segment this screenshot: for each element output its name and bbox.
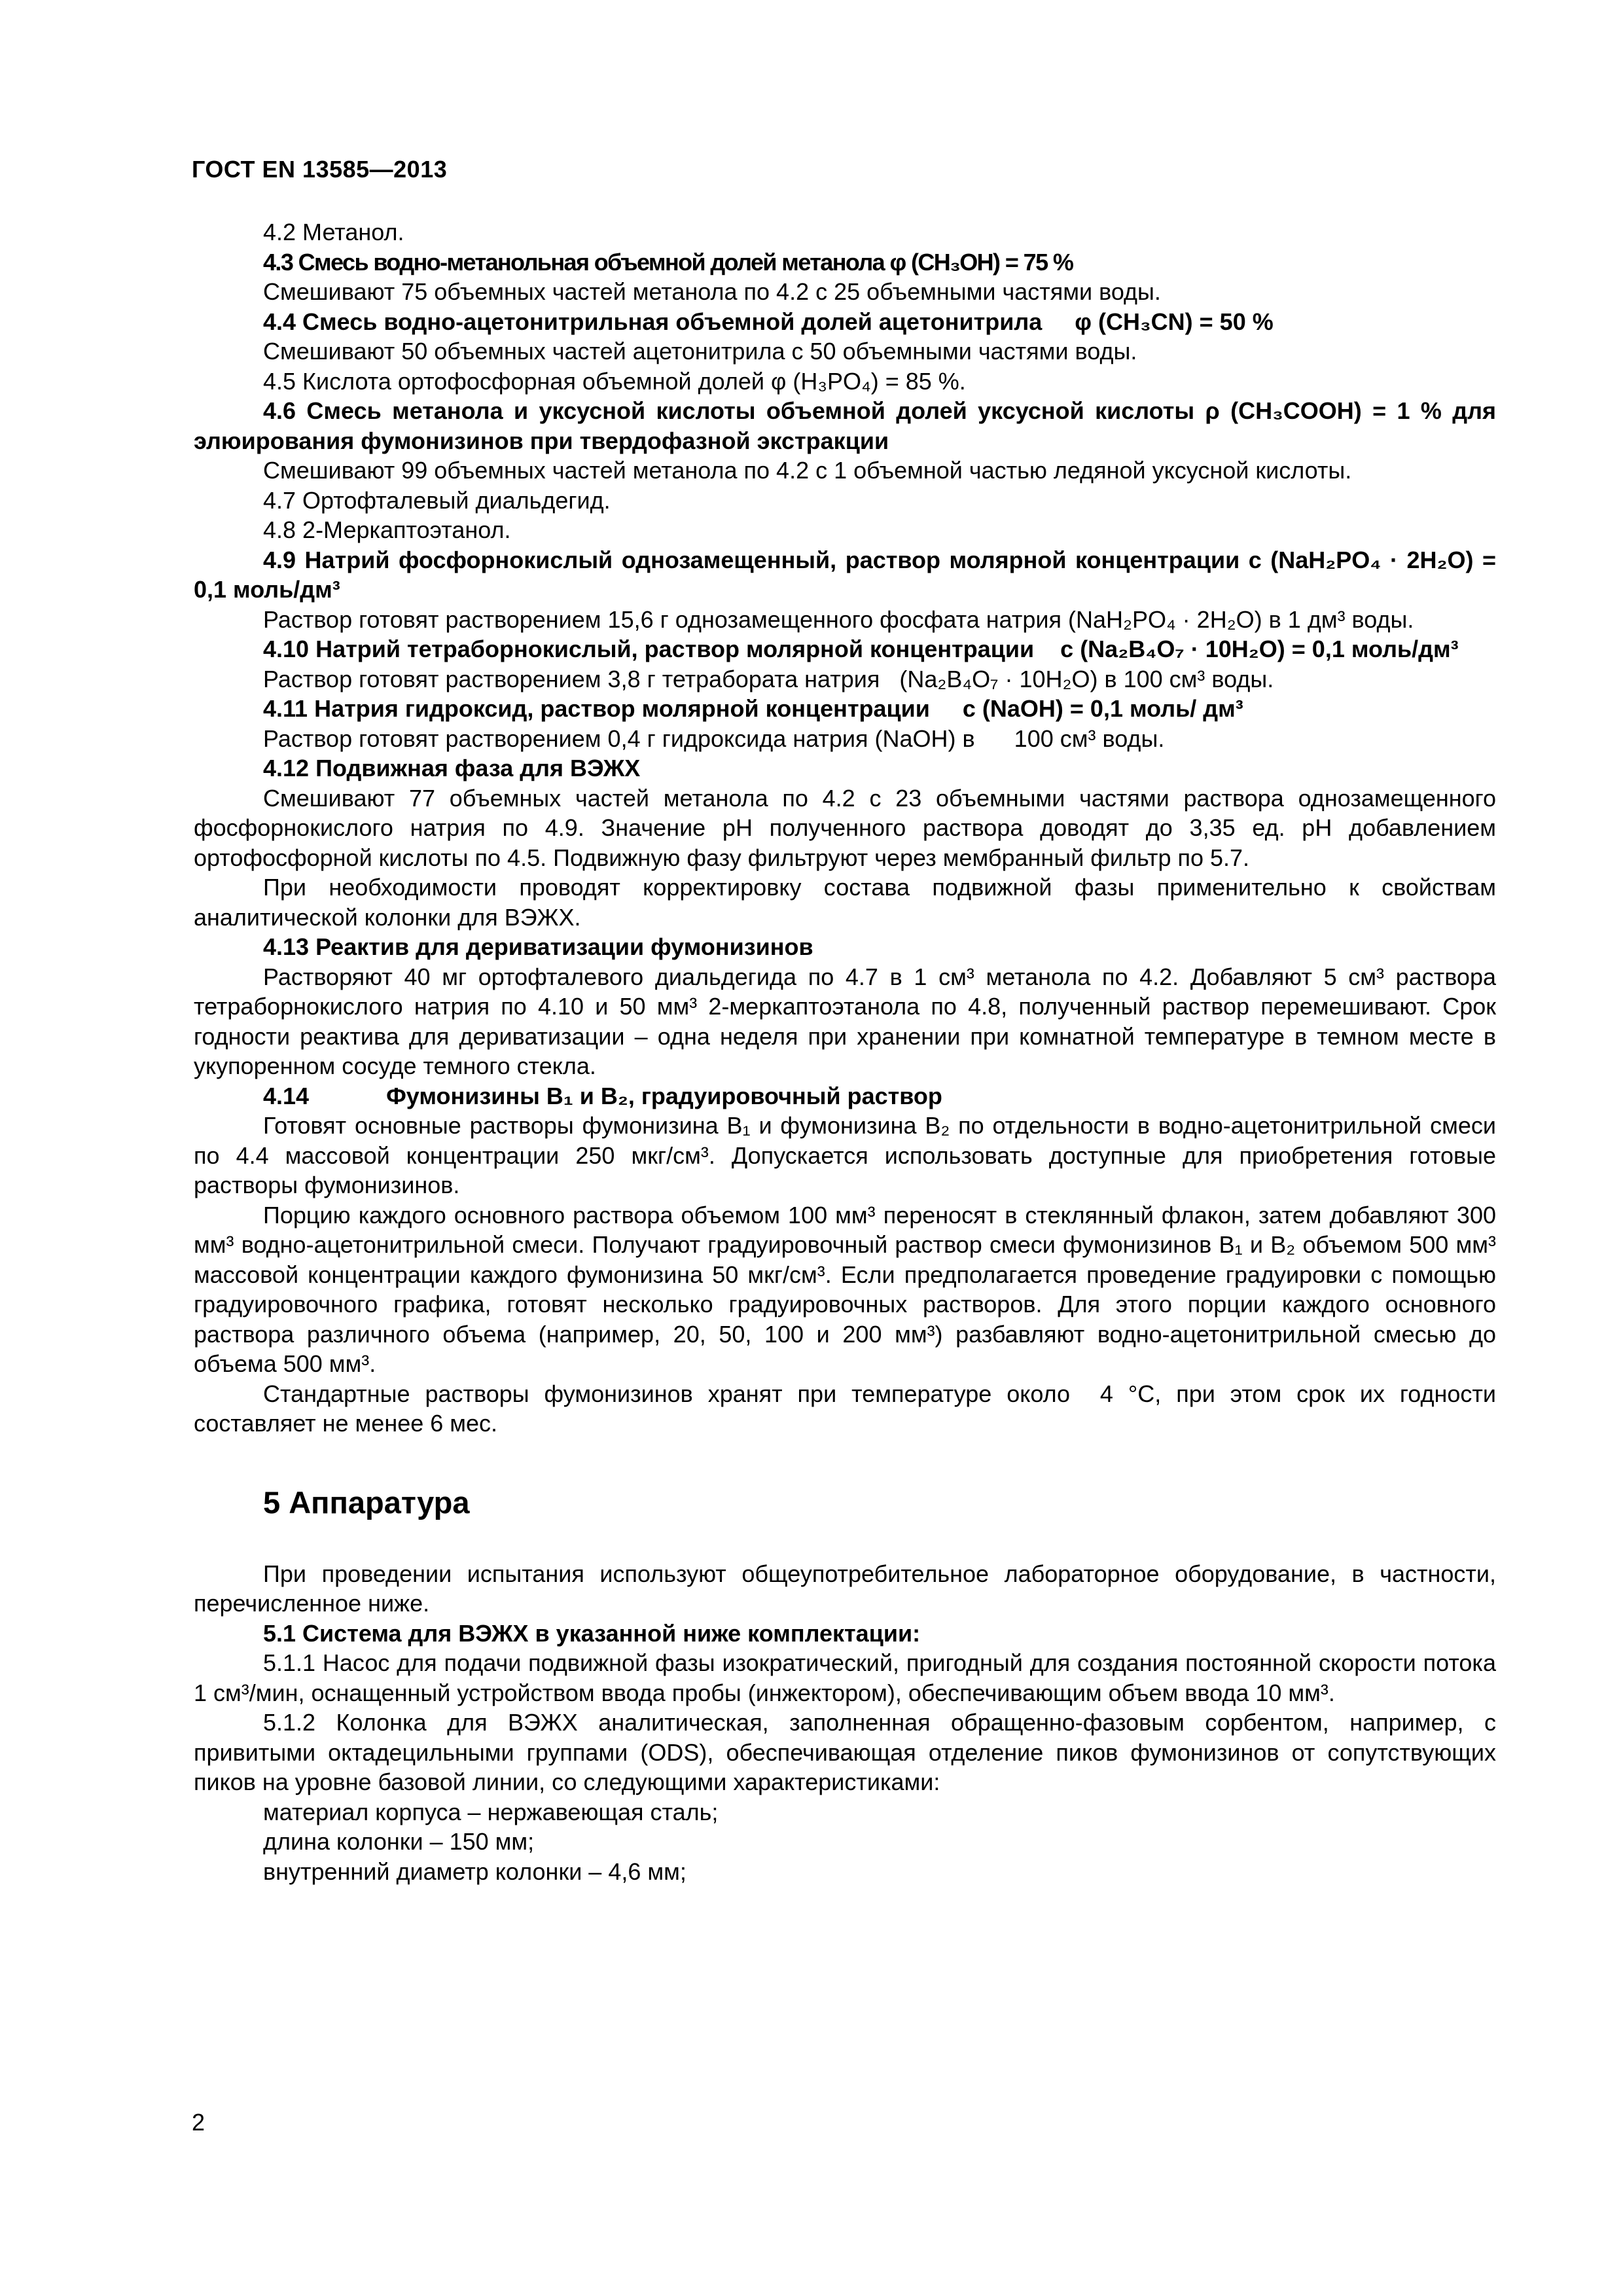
item-4-13-text: Растворяют 40 мг ортофталевого диальдегида по 4.7 в 1 см³ метанола по 4.2. Добавляют 5 см³ раствора тетраборнокислого натрия по 4.10 и 50 мм³ 2-меркаптоэтанола по 4.8, полученный раствор перемешивают. Срок годности реактива для дериватизации – одна неделя при хранении при комнатной температуре в темном месте в укупоренном сосуде темного стекла. bbox=[194, 963, 1496, 1079]
item-4-8: 4.8 2-Меркаптоэтанол. bbox=[263, 516, 511, 543]
item-4-4-title: 4.4 Смесь водно-ацетонитрильная объемной долей ацетонитрила φ (CH₃CN) = 50 % bbox=[263, 308, 1274, 335]
item-4-14-text-2: Порцию каждого основного раствора объемом 100 мм³ переносят в стеклянный флакон, затем добавляют 300 мм³ водно-ацетонитрильной смеси. Получают градуировочный раствор смеси фумонизинов B₁ и B₂ объемом 500 мм³ массовой концентрации каждого фумонизина 50 мкг/см³. Если предполагается проведение градуировки с помощью градуировочного графика, готовят несколько градуировочных растворов. Для этого порции каждого основного раствора различного объема (например, 20, 50, 100 и 200 мм³) разбавляют водно-ацетонитрильной смесью до объема 500 мм³. bbox=[194, 1201, 1496, 1377]
item-4-11-text: Раствор готовят растворением 0,4 г гидроксида натрия (NaOH) в 100 см³ воды. bbox=[263, 725, 1165, 752]
item-4-5: 4.5 Кислота ортофосфорная объемной долей φ (H₃PO₄) = 85 %. bbox=[263, 367, 966, 395]
item-4-14-text-3: Стандартные растворы фумонизинов хранят при температуре около 4 °C, при этом срок их годности составляет не менее 6 мес. bbox=[194, 1380, 1503, 1437]
item-4-14-text-1: Готовят основные растворы фумонизина B₁ и фумонизина B₂ по отдельности в водно-ацетонитрильной смеси по 4.4 массовой концентрации 250 мкг/см³. Допускается использовать доступные для приобретения готовые растворы фумонизинов. bbox=[194, 1112, 1496, 1198]
item-4-12-title: 4.12 Подвижная фаза для ВЭЖХ bbox=[263, 755, 641, 781]
item-4-3-title: 4.3 Смесь водно-метанольная объемной долей метанола φ (CH₃OH) = 75 % bbox=[263, 248, 1073, 276]
item-4-4-text: Смешивают 50 объемных частей ацетонитрила с 50 объемными частями воды. bbox=[263, 338, 1137, 365]
item-4-6-title: 4.6 Смесь метанола и уксусной кислоты объемной долей уксусной кислоты ρ (CH₃COOH) = 1 % для элюирования фумонизинов при твердофазной экстракции bbox=[194, 397, 1496, 454]
page-number: 2 bbox=[192, 2109, 205, 2136]
item-4-14-title: Фумонизины B₁ и B₂, градуировочный раствор bbox=[386, 1082, 942, 1109]
column-spec-diameter: внутренний диаметр колонки – 4,6 мм; bbox=[263, 1857, 687, 1885]
item-4-12-text-1: Смешивают 77 объемных частей метанола по 4.2 с 23 объемными частями раствора однозамещенного фосфорнокислого натрия по 4.9. Значение pH полученного раствора доводят до 3,35 ед. pH добавлением ортофосфорной кислоты по 4.5. Подвижную фазу фильтруют через мембранный фильтр по 5.7. bbox=[194, 784, 1496, 871]
item-5-1-1: 5.1.1 Насос для подачи подвижной фазы изократический, пригодный для создания постоянной скорости потока 1 см³/мин, оснащенный устройством ввода пробы (инжектором), обеспечивающим объем ввода 10 мм³. bbox=[194, 1649, 1496, 1706]
item-4-14-heading bbox=[194, 1081, 1496, 1111]
section-5-intro: При проведении испытания используют общеупотребительное лабораторное оборудование, в частности, перечисленное ниже. bbox=[194, 1560, 1496, 1617]
item-4-3-text: Смешивают 75 объемных частей метанола по 4.2 с 25 объемными частями воды. bbox=[263, 278, 1161, 305]
item-4-10-text: Раствор готовят растворением 3,8 г тетрабората натрия (Na₂B₄O₇ · 10H₂O) в 100 см³ воды. bbox=[263, 665, 1274, 692]
section-5-title: 5 Аппаратура bbox=[263, 1484, 470, 1520]
item-4-2: 4.2 Метанол. bbox=[263, 219, 404, 245]
item-5-1-2: 5.1.2 Колонка для ВЭЖХ аналитическая, заполненная обращенно-фазовым сорбентом, например, с привитыми октадецильными группами (ODS), обеспечивающая отделение пиков фумонизинов от сопутствующих пиков на уровне базовой линии, со следующими характеристиками: bbox=[194, 1709, 1496, 1795]
item-4-10-title: 4.10 Натрий тетраборнокислый, раствор молярной концентрации c (Na₂B₄O₇ · 10H₂O) = 0,1 моль/дм³ bbox=[263, 636, 1459, 662]
item-5-1-title: 5.1 Система для ВЭЖХ в указанной ниже комплектации: bbox=[263, 1619, 921, 1647]
column-spec-material: материал корпуса – нержавеющая сталь; bbox=[263, 1798, 719, 1825]
item-4-11-title: 4.11 Натрия гидроксид, раствор молярной концентрации c (NaOH) = 0,1 моль/ дм³ bbox=[263, 695, 1243, 722]
item-4-14-number: 4.14 bbox=[263, 1082, 310, 1109]
document-body bbox=[194, 217, 1503, 1886]
item-4-9-title: 4.9 Натрий фосфорнокислый однозамещенный, раствор молярной концентрации c (NaH₂PO₄ · 2H₂O) = 0,1 моль/дм³ bbox=[194, 546, 1496, 603]
item-4-6-text: Смешивают 99 объемных частей метанола по 4.2 с 1 объемной частью ледяной уксусной кислоты. bbox=[263, 457, 1352, 484]
column-spec-length: длина колонки – 150 мм; bbox=[263, 1828, 535, 1855]
item-4-9-text: Раствор готовят растворением 15,6 г однозамещенного фосфата натрия (NaH₂PO₄ · 2H₂O) в 1 дм³ воды. bbox=[263, 605, 1414, 633]
document-header: ГОСТ EN 13585—2013 bbox=[192, 156, 448, 183]
item-4-7: 4.7 Ортофталевый диальдегид. bbox=[263, 486, 611, 514]
item-4-12-text-2: При необходимости проводят корректировку состава подвижной фазы применительно к свойствам аналитической колонки для ВЭЖХ. bbox=[194, 874, 1496, 931]
item-4-13-title: 4.13 Реактив для дериватизации фумонизинов bbox=[263, 933, 813, 960]
